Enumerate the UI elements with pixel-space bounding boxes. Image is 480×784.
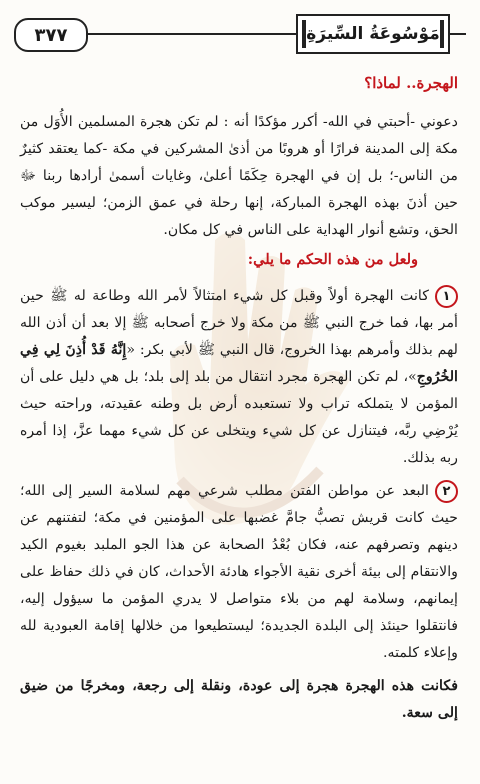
item-1-text-start: كانت الهجرة أولاً وقبل كل شيء امتثالاً لأمر الله وطاعة له ﷺ حين أمر بها، فما خرج النبي ﷺ من مكة ولا خرج أصحابه ﷺ إلا بعد أن أذن الله لهم بذلك وأمرهم بهذا الخروج، قال النبي ﷺ لأبي بكر: « (20, 288, 458, 358)
section-heading: الهجرة.. لماذا؟ (364, 74, 458, 92)
book-title: مَوْسُوعَةُ السِّيرَةِ (296, 14, 450, 54)
page-number: ٣٧٧ (14, 18, 88, 52)
closing-sentence: فكانت هذه الهجرة هجرة إلى عودة، ونقلة إلى رجعة، ومخرجًا من ضيق إلى سعة. (20, 678, 458, 721)
list-item-2 (20, 478, 458, 667)
item-1-text-end: »، لم تكن الهجرة مجرد انتقال من بلد إلى بلد؛ بل هي دليل على أن المؤمن لا يتملكه تراب ولا تستعبده أرض بل وطنه عقيدته، وراحته حيث يُرْضِي ربَّه، فيتنازل عن كل شيء ويتخلى عن كل شيء مهما عزَّ، إذا أمره ربه بذلك. (20, 369, 458, 466)
page-header (14, 14, 466, 54)
list-item-1 (20, 283, 458, 472)
intro-paragraph: دعوني -أحبتي في الله- أكرر مؤكدًا أنه : لم تكن هجرة المسلمين الأُوَل من مكة إلى المدينة فرارًا أو هروبًا من أذىٰ المشركين في مكة -كما يعتقد كثيرٌ من الناس-؛ بل إن في الهجرة حِكَمًا أعلىٰ، وغايات أسمىٰ أرادها ربنا ﷻ حين أذنَ بهذه الهجرة المباركة، إنها رحلة في عمق الزمن؛ ليسير موكب الحق، وتشع أنوار الهداية على الناس في كل مكان. (20, 114, 458, 238)
subsection-heading: ولعل من هذه الحكم ما يلي: (247, 251, 418, 268)
item-number-badge: ١ (435, 285, 458, 308)
item-number-badge: ٢ (435, 480, 458, 503)
page-content (20, 70, 458, 727)
item-2-text: البعد عن مواطن الفتن مطلب شرعي مهم لسلامة السير إلى الله؛ حيث كانت قريش تصبُّ جامَّ غضبها على المؤمنين في مكة؛ لتفتنهم عن دينهم وتصرفهم عنه، فكان بُعْدُ الصحابة عن هذا الجو الملبد بغيوم الكيد والانتقام إلى بيئة أخرى نقية الأجواء هادئة الأحداث، كان في ذلك حفاظ على إيمانهم، وسلامة لهم من بلاء متواصل لا يدري المؤمن ما سيؤول إليه، فانتقلوا حينئذ إلى البلدة الجديدة؛ ليستطيعوا من خلالها إقامة العبودية لله وإعلاء كلمته. (20, 483, 458, 661)
hadith-quote: إِنَّهُ قَدْ أُذِنَ لِي فِي الخُرُوجِ (20, 342, 458, 385)
